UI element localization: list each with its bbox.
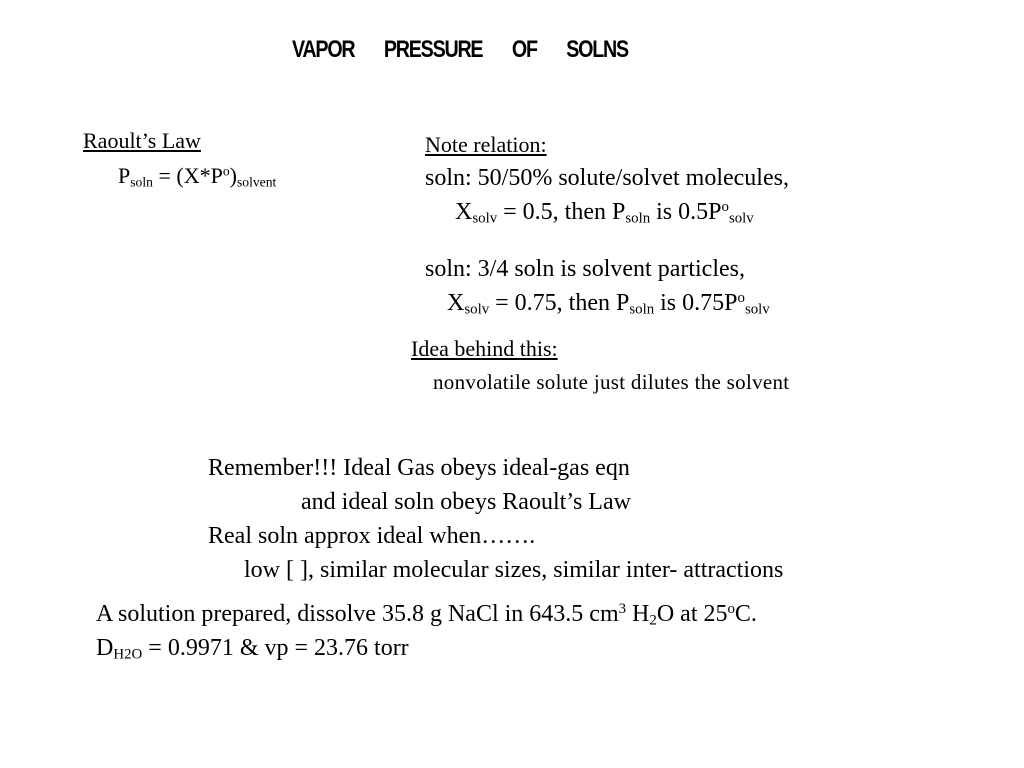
note-l4-mid: = 0.75, then P: [489, 290, 630, 316]
raoult-eq-p: P: [118, 163, 131, 188]
problem-l1-sup: 3: [618, 600, 627, 617]
note-l4-x: X: [447, 290, 465, 316]
remember-line-4: low [ ], similar molecular sizes, similar inter- attractions: [244, 557, 784, 583]
note-l4-p-sub: soln: [629, 301, 655, 318]
note-l4-x-sub: solv: [464, 301, 490, 318]
note-l2-sup: o: [721, 198, 729, 215]
raoult-eq-close: ): [229, 163, 237, 188]
idea-heading: Idea behind this:: [411, 336, 558, 361]
problem-l1-b: H: [626, 601, 650, 627]
raoult-heading: Raoult’s Law: [83, 128, 201, 153]
note-line-3: soln: 3/4 soln is solvent particles,: [425, 256, 745, 282]
problem-l1-a: A solution prepared, dissolve 35.8 g NaCl in 643.5 cm: [96, 601, 619, 627]
raoult-eq-mid: = (X*P: [152, 163, 223, 188]
note-l2-tail: is 0.5P: [650, 199, 722, 225]
note-l4-end-sub: solv: [744, 301, 770, 318]
title-word-solns: SOLNS: [566, 36, 628, 63]
note-line-1: soln: 50/50% solute/solvet molecules,: [425, 165, 789, 191]
note-line-4: [447, 290, 770, 317]
note-line-2: [455, 199, 754, 226]
raoult-eq-sub: solvent: [236, 174, 277, 190]
page-title: [292, 36, 657, 64]
problem-l2-sub: H2O: [113, 646, 143, 663]
title-word-of: OF: [511, 36, 537, 63]
problem-l1-sup2: o: [727, 600, 735, 617]
raoult-equation: [118, 163, 276, 189]
note-l4-sup: o: [737, 289, 745, 306]
title-word-pressure: PRESSURE: [383, 36, 483, 63]
note-l2-mid: = 0.5, then P: [497, 199, 626, 225]
note-l2-p-sub: soln: [625, 210, 651, 227]
note-l2-x: X: [455, 199, 473, 225]
raoult-eq-p-sub: soln: [130, 174, 153, 190]
note-l2-end-sub: solv: [728, 210, 754, 227]
problem-l1-sub: 2: [649, 612, 657, 629]
note-heading: Note relation:: [425, 132, 547, 157]
remember-line-1: Remember!!! Ideal Gas obeys ideal-gas eqn: [208, 455, 630, 481]
note-l2-x-sub: solv: [472, 210, 498, 227]
problem-line-2: [96, 635, 409, 662]
problem-line-1: [96, 601, 757, 628]
title-word-vapor: VAPOR: [292, 36, 355, 63]
problem-l2-d: D: [96, 635, 114, 661]
problem-l2-rest: = 0.9971 & vp = 23.76 torr: [142, 635, 409, 661]
idea-text: nonvolatile solute just dilutes the solvent: [433, 370, 790, 394]
note-l4-tail: is 0.75P: [654, 290, 738, 316]
problem-l1-c: O at 25: [656, 601, 728, 627]
raoult-eq-sup: o: [222, 163, 230, 179]
problem-l1-d: C.: [734, 601, 757, 627]
remember-line-3: Real soln approx ideal when…….: [208, 523, 536, 549]
remember-line-2: and ideal soln obeys Raoult’s Law: [301, 489, 631, 515]
